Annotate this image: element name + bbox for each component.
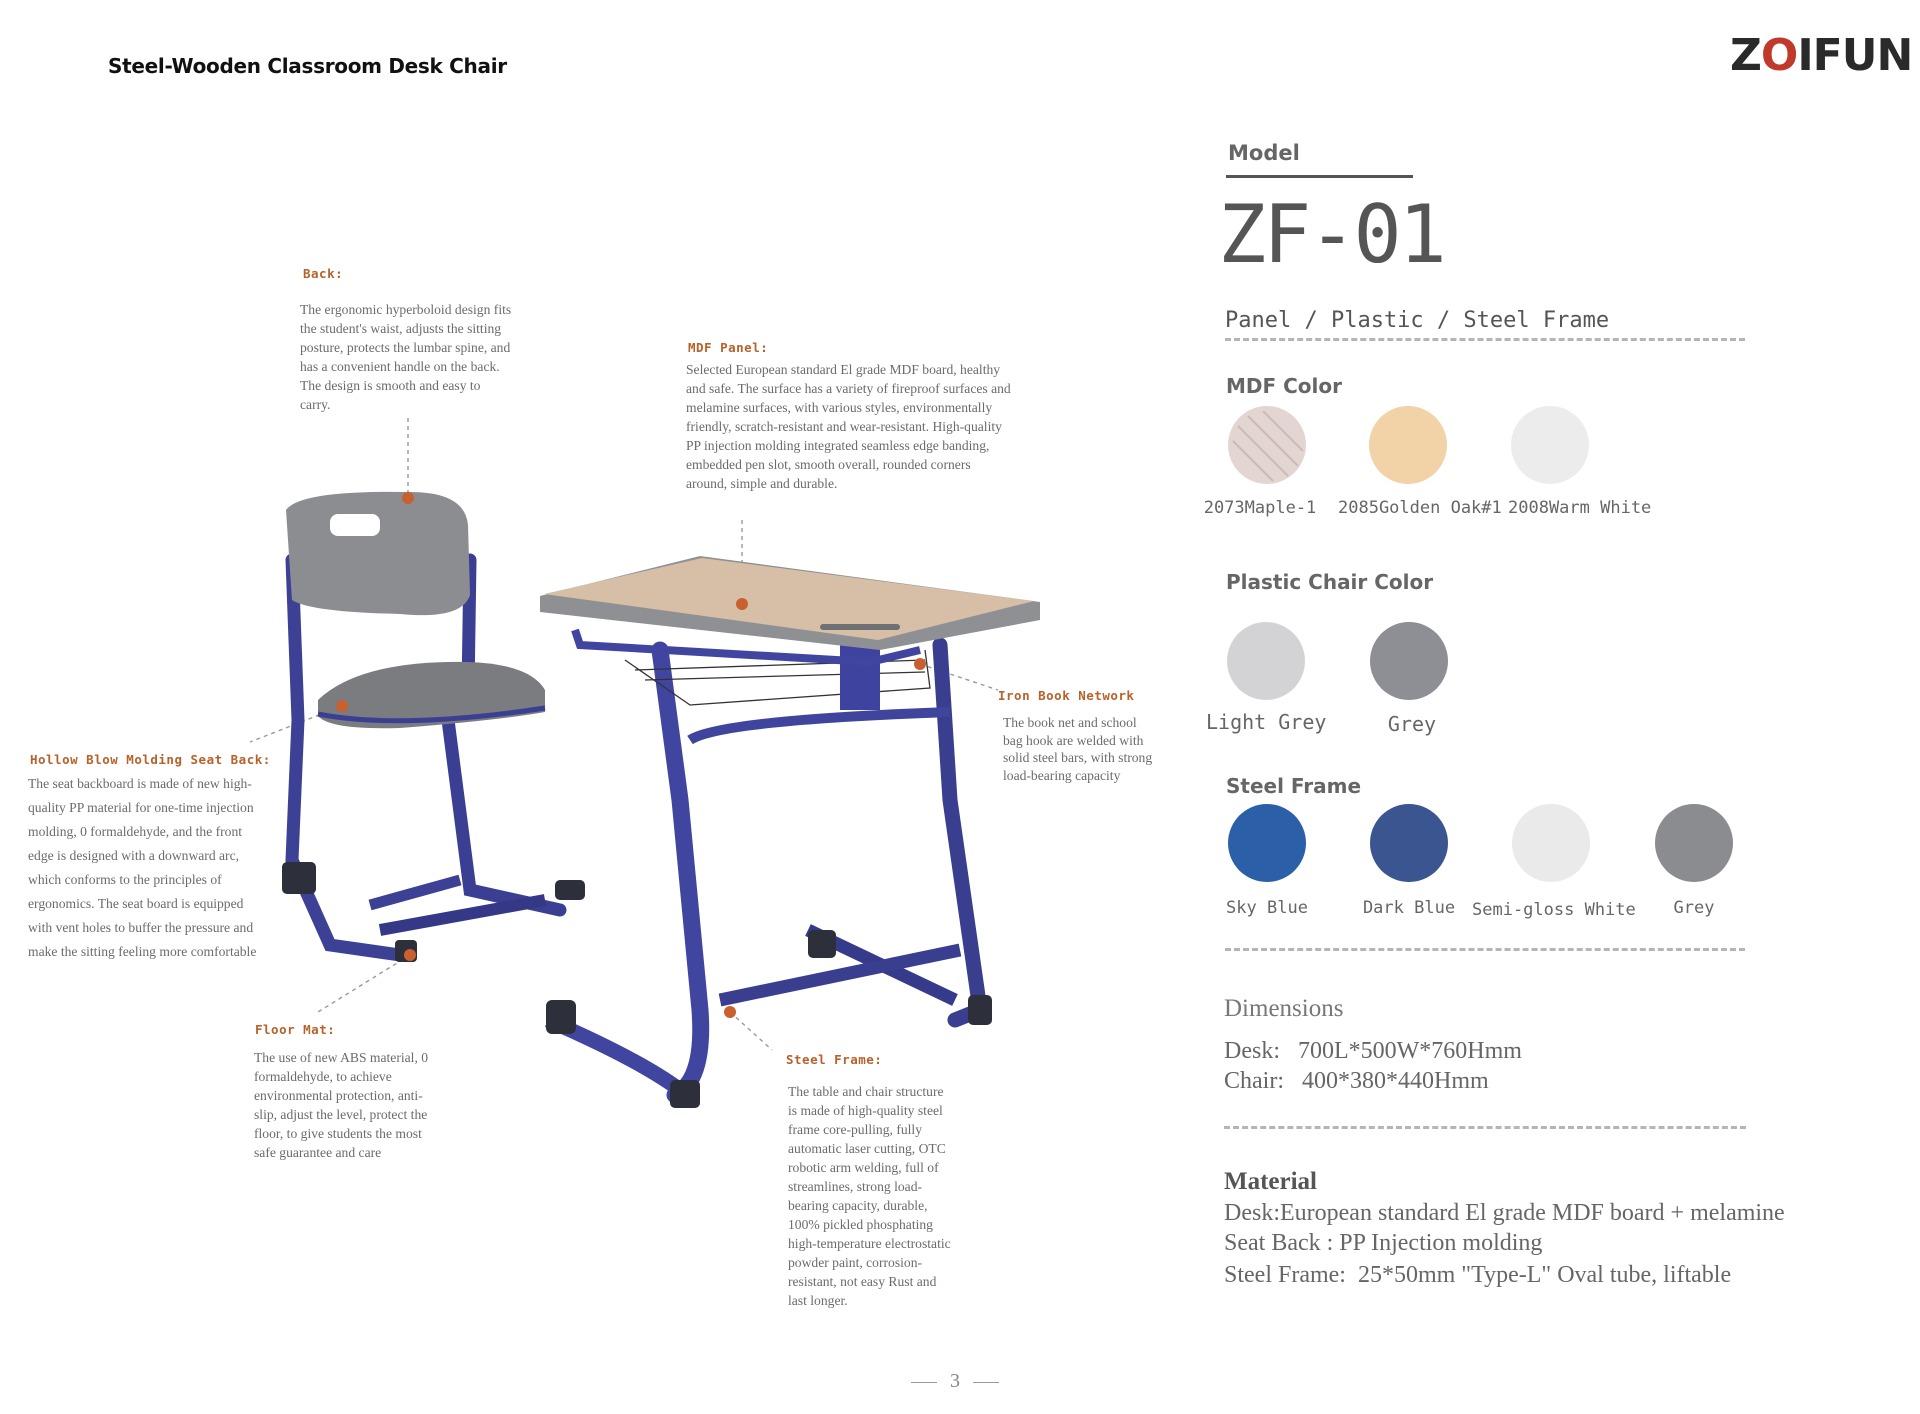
plastic-color-name: Grey — [1387, 712, 1437, 736]
mdf-swatch-maple[interactable] — [1228, 406, 1306, 484]
material-desk: Desk:European standard El grade MDF board + melamine — [1224, 1200, 1785, 1226]
maple-texture-icon — [1228, 406, 1306, 484]
desk-illustration — [540, 556, 1040, 1108]
plastic-swatch-light-grey[interactable] — [1227, 622, 1305, 700]
plastic-color-name: Light Grey — [1206, 710, 1327, 734]
page-number — [900, 1370, 1010, 1393]
steel-color-name: Dark Blue — [1362, 898, 1456, 918]
mdf-panel-description: Selected European standard El grade MDF board, healthy and safe. The surface has a variety of fireproof surfaces and melamine surfaces, with various styles, environmentally friendly, scratch-resistant and wear-resistant. High-quality PP injection molding integrated seamless edge banding, embedded pen slot, smooth overall, rounded corners around, simple and durable. — [686, 362, 1011, 491]
model-underline — [1226, 175, 1413, 178]
steel-color-name: Sky Blue — [1226, 898, 1308, 918]
back-description: The ergonomic hyperboloid design fits the student's waist, adjusts the sitting posture, protects the lumbar spine, and has a convenient handle on the back. The design is smooth and easy to carry. — [300, 302, 512, 412]
mdf-swatch-golden-oak[interactable] — [1369, 406, 1447, 484]
plastic-swatch-grey[interactable] — [1370, 622, 1448, 700]
divider-dashed — [1224, 1126, 1746, 1129]
divider-dashed — [1225, 338, 1745, 341]
steel-color-name: Semi-gloss White — [1472, 900, 1636, 920]
floor-mat-label: Floor Mat: — [255, 1022, 336, 1037]
mdf-color-name: 2073Maple-1 — [1203, 498, 1317, 518]
plastic-color-title: Plastic Chair Color — [1226, 570, 1434, 594]
mdf-color-name: 2008Warm White — [1508, 498, 1652, 518]
brand-logo-suffix: IFUN — [1797, 30, 1913, 81]
mdf-panel-label: MDF Panel: — [688, 340, 769, 355]
dimensions-title: Dimensions — [1224, 995, 1344, 1022]
steel-color-name: Grey — [1673, 898, 1715, 918]
brand-logo-z: Z — [1730, 30, 1761, 81]
brand-logo-o: O — [1760, 30, 1798, 81]
steel-frame-description: The table and chair structure is made of high-quality steel frame core-pulling, fully automatic laser cutting, OTC robotic arm welding, full of streamlines, strong load-bearing capacity, durable, 100% pickled phosphating high-temperature electrostatic powder paint, corrosion-resistant, not easy Rust and last longer. — [788, 1084, 951, 1308]
steel-swatch-dark-blue[interactable] — [1370, 804, 1448, 882]
material-steel-frame: Steel Frame: 25*50mm "Type-L" Oval tube, liftable — [1224, 1262, 1732, 1288]
model-title: Model — [1228, 141, 1300, 165]
document-title: Steel-Wooden Classroom Desk Chair — [108, 54, 507, 78]
chair-dimensions: Chair: 400*380*440Hmm — [1224, 1068, 1489, 1094]
chair-illustration — [282, 492, 585, 962]
materials-line: Panel / Plastic / Steel Frame — [1225, 308, 1610, 333]
mdf-color-name: 2085Golden Oak#1 — [1338, 498, 1502, 518]
mdf-color-title: MDF Color — [1226, 374, 1343, 398]
steel-frame-color-title: Steel Frame — [1226, 774, 1362, 798]
desk-dimensions: Desk: 700L*500W*760Hmm — [1224, 1038, 1522, 1064]
steel-frame-label: Steel Frame: — [786, 1052, 883, 1067]
iron-book-network-label: Iron Book Network — [998, 688, 1135, 703]
material-seat-back: Seat Back : PP Injection molding — [1224, 1230, 1543, 1256]
model-code: ZF-01 — [1218, 188, 1444, 281]
steel-swatch-grey[interactable] — [1655, 804, 1733, 882]
mdf-swatch-warm-white[interactable] — [1511, 406, 1589, 484]
floor-mat-description: The use of new ABS material, 0 formaldehyde, to achieve environmental protection, anti-slip, adjust the level, protect the floor, to give students the most safe guarantee and care — [254, 1050, 429, 1160]
page-number-value: 3 — [950, 1370, 960, 1392]
steel-swatch-semi-gloss-white[interactable] — [1512, 804, 1590, 882]
back-label: Back: — [303, 266, 344, 281]
seat-back-description: The seat backboard is made of new high-quality PP material for one-time injection molding, 0 formaldehyde, and the front edge is designed with a downward arc, which conforms to the principles of ergonomics. The seat board is equipped with vent holes to buffer the pressure and make the sitting feeling more comfortable — [28, 776, 257, 959]
steel-swatch-sky-blue[interactable] — [1228, 804, 1306, 882]
iron-book-network-description: The book net and school bag hook are welded with solid steel bars, with strong load-bearing capacity — [1003, 715, 1153, 783]
material-title: Material — [1224, 1168, 1318, 1195]
divider-dashed — [1225, 948, 1745, 951]
seat-back-label: Hollow Blow Molding Seat Back: — [30, 752, 271, 767]
